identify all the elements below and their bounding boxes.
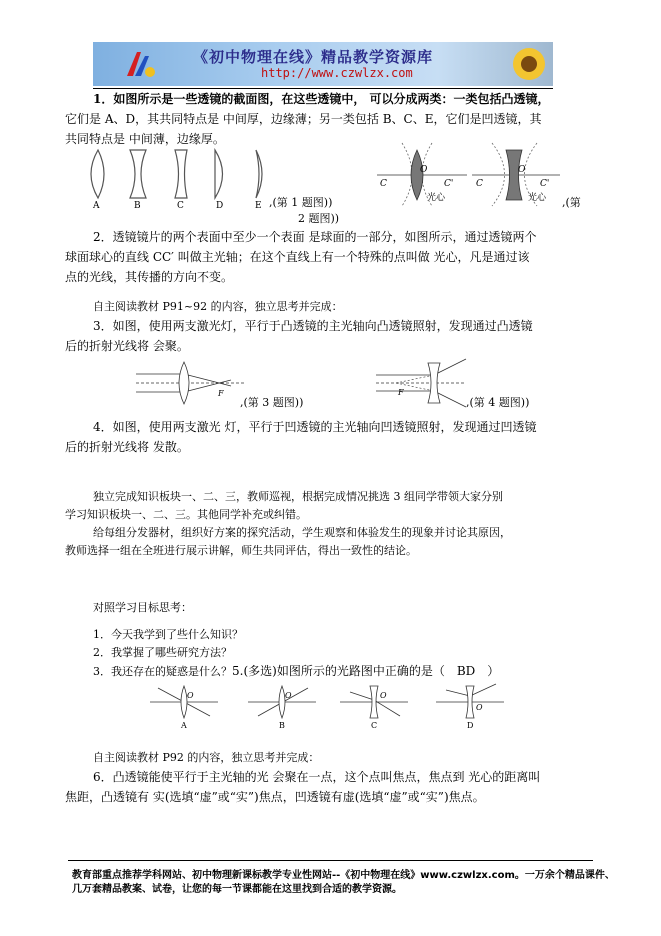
lens-c (175, 150, 187, 198)
fig2-axis (372, 138, 562, 208)
lens-label-d: D (216, 201, 224, 210)
teach-line4: 教师选择一组在全班进行展示讲解，师生共同评估，得出一致性的结论。 (65, 544, 417, 557)
q3-line2: 后的折射光线将 会聚。 (65, 339, 189, 353)
q1-line1: 1．如图所示是一些透镜的截面图，在这些透镜中， 可以分成两类：一类包括凸透镜， (93, 92, 550, 106)
q2-line2: 球面球心的直线 CC′ 叫做主光轴；在这个直线上有一个特殊的点叫做 光心，凡是通过该 (65, 250, 530, 264)
svg-text:光心: 光心 (528, 193, 547, 203)
reflect-item-2: 2．我掌握了哪些研究方法？ (93, 646, 232, 659)
lens-label-e: E (255, 201, 262, 210)
lens-a (91, 150, 104, 198)
q4-line1: 4．如图，使用两支激光 灯，平行于凹透镜的主光轴向凹透镜照射，发现通过凹透镜 (93, 420, 537, 434)
diagram-a (150, 686, 218, 730)
fig3-caption: ,(第 3 题图)) (240, 396, 304, 409)
fig5-ray-diagrams (150, 682, 510, 730)
lens-label-b: B (134, 201, 141, 210)
svg-text:C': C' (540, 179, 550, 189)
fig2-caption-a: ,(第 (562, 196, 581, 209)
lens-b (130, 150, 146, 198)
lens-e (256, 150, 262, 198)
svg-text:F: F (398, 388, 404, 397)
q3-line1: 3．如图，使用两支激光灯，平行于凸透镜的主光轴向凸透镜照射，发现通过凸透镜 (93, 319, 533, 333)
fig4-concave-rays (376, 355, 468, 411)
svg-text:O: O (420, 165, 428, 175)
read-instruction-2: 自主阅读教材 P92 的内容，独立思考并完成： (93, 751, 320, 764)
svg-text:O: O (380, 691, 387, 700)
fig1-caption: ,(第 1 题图)) (269, 196, 333, 209)
svg-text:D: D (467, 721, 474, 730)
banner-url: http://www.czwlzx.com (261, 66, 413, 80)
svg-text:O: O (187, 691, 194, 700)
q4-line2: 后的折射光线将 发散。 (65, 440, 189, 454)
banner-title: 《初中物理在线》精品教学资源库 (193, 48, 434, 66)
convex-lens-shape (411, 150, 423, 200)
reflect-item-1: 1．今天我学到了些什么知识？ (93, 628, 243, 641)
lens-label-c: C (177, 201, 184, 210)
q5-text: 5.(多选)如图所示的光路图中正确的是（ BD ） (232, 664, 500, 678)
reflect-item-3: 3．我还存在的疑惑是什么？5.(多选)如图所示的光路图中正确的是（ BD ） (93, 664, 500, 678)
teach-line2: 学习知识板块一、二、三。其他同学补充或纠错。 (65, 508, 307, 521)
footer-line1: 教育部重点推荐学科网站、初中物理新课标教学专业性网站--《初中物理在线》www.czwlzx.com。一万余个精品课件、 (72, 870, 615, 881)
read-instruction-1: 自主阅读教材 P91~92 的内容，独立思考并完成： (93, 300, 343, 313)
fig3-convex-rays (136, 360, 246, 406)
q1-line3: 共同特点是 中间薄，边缘厚。 (65, 132, 225, 146)
svg-text:O: O (285, 691, 292, 700)
svg-text:A: A (181, 721, 187, 730)
diagram-c (340, 686, 408, 730)
svg-text:F: F (218, 389, 224, 398)
teach-line3: 给每组分发器材，组织好方案的探究活动，学生观察和体验发生的现象并讨论其原因， (93, 526, 511, 539)
teach-line1: 独立完成知识板块一、二、三，教师巡视，根据完成情况挑选 3 组同学带领大家分别 (93, 490, 503, 503)
diagram-d (436, 684, 504, 730)
svg-text:C: C (380, 179, 387, 189)
logo-icon (123, 48, 157, 80)
site-banner (93, 42, 553, 86)
q2-line3: 点的光线，其传播的方向不变。 (65, 270, 234, 284)
q2-line1: 2．透镜镜片的两个表面中至少一个表面 是球面的一部分，如图所示，通过透镜两个 (93, 230, 537, 244)
footer-rule (68, 860, 593, 861)
reflect-title: 对照学习目标思考： (93, 601, 192, 614)
q6-line1: 6．凸透镜能使平行于主光轴的光 会聚在一点，这个点叫焦点，焦点到 光心的距离叫 (93, 770, 541, 784)
diagram-b (248, 686, 316, 730)
svg-text:C: C (371, 721, 378, 730)
q6-line2: 焦距，凸透镜有 实(选填“虚”或“实”)焦点，凹透镜有虚(选填“虚”或“实”)焦点。 (65, 790, 485, 804)
lens-label-a: A (93, 201, 100, 210)
svg-text:O: O (476, 703, 483, 712)
svg-text:C: C (476, 179, 483, 189)
q1-line2: 它们是 A、D，其共同特点是 中间厚，边缘薄；另一类包括 B、C、E，它们是凹透镜，其 (65, 112, 542, 126)
svg-text:B: B (279, 721, 285, 730)
footer-line2: 几万套精品教案、试卷，让您的每一节课都能在这里找到合适的教学资源。 (72, 884, 402, 895)
svg-text:O: O (518, 165, 526, 175)
fig4-caption: ,(第 4 题图)) (466, 396, 530, 409)
fig2-caption-b: 2 题图)) (298, 212, 340, 225)
svg-text:光心: 光心 (427, 193, 446, 203)
sunflower-icon (511, 46, 547, 82)
svg-text:C': C' (444, 179, 454, 189)
lens-d (215, 150, 223, 198)
